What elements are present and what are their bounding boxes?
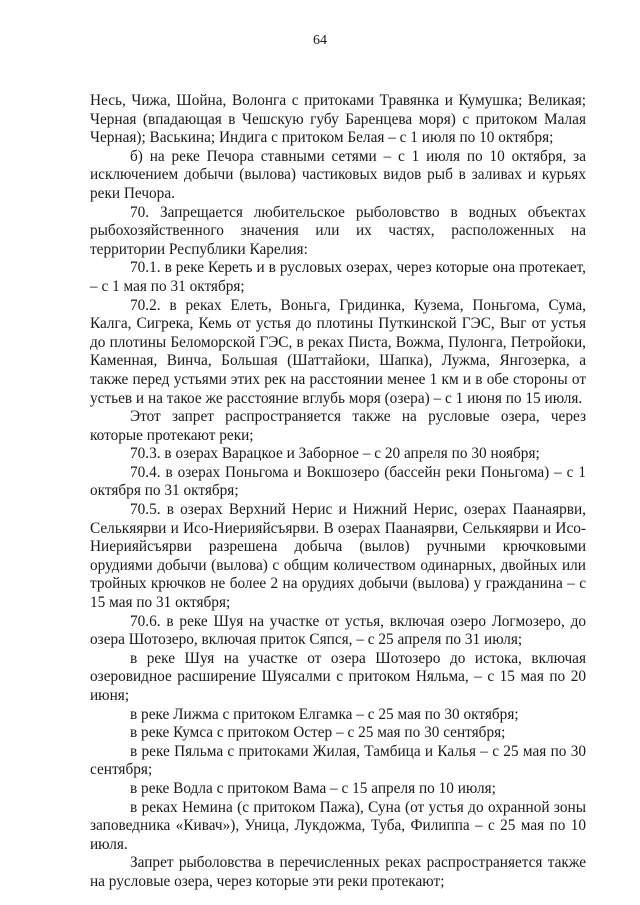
paragraph-vodla: в реке Водла с притоком Вама – с 15 апреля по 10 июля;	[130, 779, 496, 797]
page-number: 64	[313, 33, 327, 48]
paragraph-70-3: 70.3. в озерах Варацкое и Заборное – с 20 апреля по 30 ноября;	[130, 445, 540, 463]
paragraph-pyalma: в реке Пяльма с притоками Жилая, Тамбица и Калья – с 25 мая по 30 сентября;	[90, 742, 586, 779]
paragraph-70-2-note: Этот запрет распространяется также на русловые озера, через которые протекают реки;	[90, 408, 586, 444]
paragraph-nemina-suna: в реках Немина (с притоком Пажа), Суна (от устья до охранной зоны заповедника «Кивач»), Уница, Лукдожма, Туба, Филиппа – с 25 мая по 10 июля.	[90, 798, 586, 853]
paragraph-ban-note: Запрет рыболовства в перечисленных реках распространяется также на русловые озера, через которые эти реки протекают;	[90, 854, 586, 890]
paragraph-b-pechora: б) на реке Печора ставными сетями – с 1 июля по 10 октября, за исключением добычи (вылова) частиковых видов рыб в заливах и курьях реки Печора.	[90, 147, 586, 202]
paragraph-70-5: 70.5. в озерах Верхний Нерис и Нижний Нерис, озерах Паанаярви, Селькяярви и Исо-Ниерияйсъярви. В озерах Паанаярви, Селькяярви и Исо-Ниерияйсъярви разрешена добыча (вылов) ручными крючковыми орудиями добычи (вылова) с общим количеством одинарных, двойных или тройных крючков не более 2 на орудиях добычи (вылова) у гражданина – с 15 мая по 31 октября;	[90, 501, 586, 612]
paragraph-70-4: 70.4. в озерах Поньгома и Вокшозеро (бассейн реки Поньгома) – с 1 октября по 31 октября;	[90, 463, 586, 500]
paragraph-continuation: Несь, Чижа, Шойна, Волонга с притоками Травянка и Кумушка; Великая; Черная (впадающая в Чешскую губу Баренцева моря) с притоком Малая Черная); Васькина; Индига с притоком Белая – с 1 июля по 10 октября;	[90, 92, 586, 147]
paragraph-shuya-upper: в реке Шуя на участке от озера Шотозеро до истока, включая озеровидное расширение Шуясалми с притоком Няльма, – с 15 мая по 20 июня;	[90, 649, 586, 704]
paragraph-70-6: 70.6. в реке Шуя на участке от устья, включая озеро Логмозеро, до озера Шотозеро, включая приток Сяпся, – с 25 апреля по 31 июля;	[90, 612, 586, 649]
paragraph-70-1: 70.1. в реке Кереть и в русловых озерах, через которые она протекает, – с 1 мая по 31 октября;	[90, 259, 586, 295]
paragraph-lizhma: в реке Лижма с притоком Елгамка – с 25 мая по 30 октября;	[130, 705, 519, 723]
document-body	[90, 92, 586, 892]
paragraph-70-2: 70.2. в реках Елеть, Воньга, Гридинка, Кузема, Поньгома, Сума, Калга, Сигрека, Кемь от устья до плотины Путкинской ГЭС, Выг от устья до плотины Беломорской ГЭС, в реках Писта, Вожма, Пулонга, Петройоки, Каменная, Винча, Большая (Шаттайоки, Шапка), Лужма, Янгозерка, а также перед устьями этих рек на расстоянии менее 1 км и в обе стороны от устьев и на такое же расстояние вглубь моря (озера) – с 1 июня по 15 июля.	[90, 296, 586, 407]
paragraph-70: 70. Запрещается любительское рыболовство в водных объектах рыбохозяйственного значения или их частях, расположенных на территории Республики Карелия:	[90, 203, 586, 258]
paragraph-kumsa: в реке Кумса с притоком Остер – с 25 мая по 30 сентября;	[130, 724, 506, 742]
